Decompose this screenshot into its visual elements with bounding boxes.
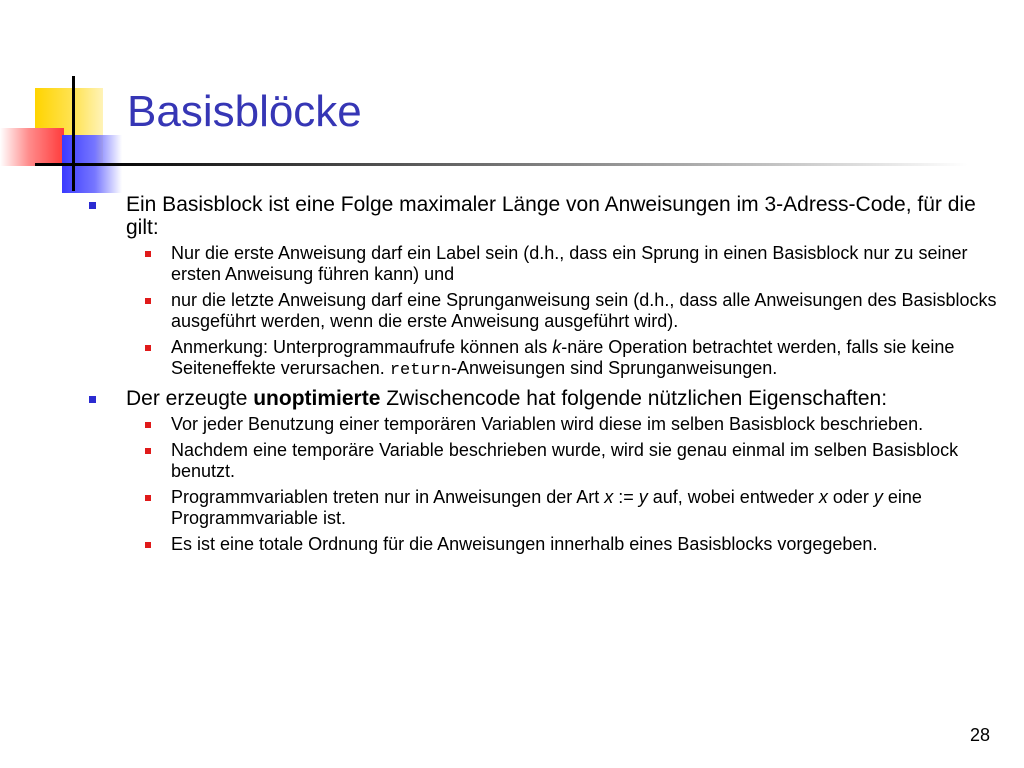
sub-bullet-text [171, 534, 998, 555]
bullet-text [126, 387, 887, 410]
sub-bullet-text [171, 337, 998, 381]
text-run: unoptimierte [253, 387, 381, 410]
sub-bullet-text [171, 440, 998, 482]
sub-bullet-text [171, 290, 998, 332]
text-run: auf, wobei entweder [647, 487, 819, 507]
page-number: 28 [969, 725, 990, 745]
sub-bullet-item [126, 243, 998, 285]
sub-bullet-text [171, 414, 998, 435]
bullet-text [126, 193, 976, 239]
sub-bullet-text [171, 487, 998, 529]
text-run: y [873, 487, 883, 507]
sub-bullet-item [126, 414, 998, 435]
logo-red-bar [0, 128, 64, 166]
logo-horizontal-line [35, 163, 89, 166]
text-run: -Anweisungen sind Sprunganweisungen. [451, 358, 778, 378]
sub-bullet-item [126, 487, 998, 529]
title-underline [88, 163, 968, 166]
text-run: x [604, 487, 614, 507]
text-run: eine Programmvariable ist. [171, 487, 922, 528]
text-run: Es ist eine totale Ordnung für die Anweisungen innerhalb eines Basisblocks vorgegeben. [171, 534, 878, 554]
text-run: -näre Operation betrachtet werden, falls sie keine Seiteneffekte verursachen. [171, 337, 955, 378]
text-run: k [552, 337, 562, 357]
bullet-list [98, 193, 998, 555]
text-run: x [818, 487, 828, 507]
text-run: Der erzeugte [126, 387, 254, 410]
sub-bullet-item [126, 337, 998, 381]
sub-bullet-list [126, 243, 998, 381]
text-run: Ein Basisblock ist eine Folge maximaler Länge von Anweisungen im 3-Adress-Code, für die gilt: [126, 193, 976, 239]
sub-bullet-text [171, 243, 998, 285]
text-run: := [613, 487, 639, 507]
text-run: Anmerkung: Unterprogrammaufrufe können als [171, 337, 553, 357]
text-run: Programmvariablen treten nur in Anweisungen der Art [171, 487, 605, 507]
sub-bullet-list [126, 414, 998, 555]
text-run: Nur die erste Anweisung darf ein Label sein (d.h., dass ein Sprung in einen Basisblock nur zu seiner ersten Anweisung führen kann) und [171, 243, 968, 284]
bullet-item [98, 193, 998, 381]
sub-bullet-item [126, 534, 998, 555]
text-run: nur die letzte Anweisung darf eine Sprunganweisung sein (d.h., dass alle Anweisungen des Basisblocks ausgeführt werden, wenn die erste Anweisung ausgeführt wird). [171, 290, 997, 331]
text-run: oder [827, 487, 874, 507]
text-run: y [638, 487, 648, 507]
sub-bullet-item [126, 440, 998, 482]
slide-title: Basisblöcke [127, 87, 362, 136]
logo-vertical-line [72, 76, 75, 191]
slide-content [98, 193, 998, 561]
text-run: Nachdem eine temporäre Variable beschrieben wurde, wird sie genau einmal im selben Basisblock benutzt. [171, 440, 959, 481]
text-run: Zwischencode hat folgende nützlichen Eigenschaften: [380, 387, 888, 410]
bullet-item [98, 387, 998, 555]
text-run: return [389, 361, 452, 380]
text-run: Vor jeder Benutzung einer temporären Variablen wird diese im selben Basisblock beschrieben. [171, 414, 924, 434]
sub-bullet-item [126, 290, 998, 332]
